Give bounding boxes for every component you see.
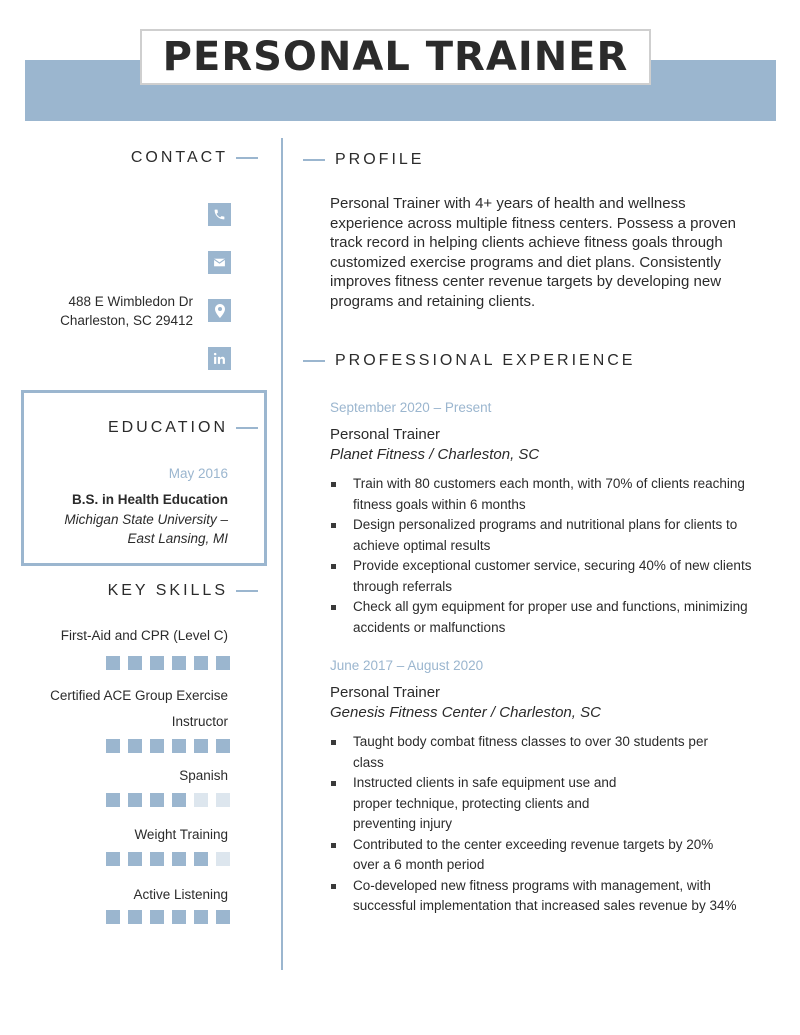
education-date: May 2016 [168,466,228,481]
skill-square-filled [172,656,186,670]
email-icon [208,251,231,274]
skills-heading: KEY SKILLS [108,582,258,600]
job-company: Genesis Fitness Center / Charleston, SC [330,704,601,721]
skill-square-empty [216,793,230,807]
skill-square-filled [150,739,164,753]
skill-square-filled [106,793,120,807]
title-box [140,29,651,85]
skill-square-filled [194,852,208,866]
skill-square-filled [150,852,164,866]
list-item: Instructed clients in safe equipment use and proper technique, protecting clients and preventing injury [330,773,635,835]
list-item: Contributed to the center exceeding revenue targets by 20% over a 6 month period [330,835,730,876]
list-item: Taught body combat fitness classes to over 30 students per class [330,732,730,773]
job-dates: September 2020 – Present [330,400,492,415]
list-item: Design personalized programs and nutritional plans for clients to achieve optimal results [330,515,775,556]
education-heading: EDUCATION [108,419,258,437]
skill-name: Weight Training [134,827,228,842]
skill-square-filled [106,910,120,924]
heading-dash [236,427,258,429]
skill-square-filled [150,793,164,807]
job-bullets [330,732,775,917]
skill-name: Active Listening [133,887,228,902]
linkedin-icon[interactable] [208,347,231,370]
skill-level-bar [106,656,230,670]
education-degree: B.S. in Health Education [71,492,228,507]
skill-square-filled [172,793,186,807]
skill-name: Spanish [179,768,228,783]
skill-level-bar [106,739,230,753]
address: 488 E Wimbledon Dr Charleston, SC 29412 [60,294,193,328]
skill-square-filled [128,656,142,670]
job-bullets [330,474,775,638]
education-school: Michigan State University – East Lansing, MI [64,512,228,546]
skill-square-filled [194,656,208,670]
experience-heading: PROFESSIONAL EXPERIENCE [303,352,635,370]
column-divider [281,138,283,970]
heading-dash [303,360,325,362]
skill-square-empty [194,793,208,807]
skill-square-filled [128,739,142,753]
job-title: Personal Trainer [330,684,441,701]
list-item: Train with 80 customers each month, with 70% of clients reaching fitness goals within 6 months [330,474,775,515]
heading-dash [303,159,325,161]
skill-square-filled [106,852,120,866]
skill-level-bar [106,910,230,924]
skill-level-bar [106,793,230,807]
job-title: Personal Trainer [330,426,441,443]
list-item: Check all gym equipment for proper use and functions, minimizing accidents or malfunctions [330,597,775,638]
profile-heading: PROFILE [303,151,424,169]
skill-name: First-Aid and CPR (Level C) [60,628,228,643]
skill-square-filled [150,910,164,924]
skill-square-filled [150,656,164,670]
profile-summary: Personal Trainer with 4+ years of health and wellness experience across multiple fitness centers. Possess a proven track record in helping clients achieve fitness goals through customized exercise programs and diet plans. Consistently improves fitness center revenue targets by developing new programs and retaining clients. [330,195,737,310]
skill-name: Certified ACE Group Exercise Instructor [50,688,228,729]
skill-level-bar [106,852,230,866]
skill-square-filled [106,656,120,670]
job-dates: June 2017 – August 2020 [330,658,484,673]
location-pin-icon [208,299,231,322]
skill-square-filled [128,852,142,866]
list-item: Co-developed new fitness programs with management, with successful implementation that increased sales revenue by 34% [330,876,740,917]
heading-dash [236,590,258,592]
job-company: Planet Fitness / Charleston, SC [330,446,540,463]
skill-square-filled [172,852,186,866]
heading-dash [236,157,258,159]
skill-square-filled [172,739,186,753]
skill-square-filled [194,910,208,924]
resume-title: PERSONAL TRAINER [162,34,629,80]
phone-icon [208,203,231,226]
skill-square-filled [194,739,208,753]
skill-square-filled [216,656,230,670]
contact-heading: CONTACT [131,149,258,167]
skill-square-empty [216,852,230,866]
skill-square-filled [172,910,186,924]
list-item: Provide exceptional customer service, securing 40% of new clients through referrals [330,556,775,597]
skill-square-filled [216,739,230,753]
skill-square-filled [216,910,230,924]
skill-square-filled [128,910,142,924]
skill-square-filled [128,793,142,807]
skill-square-filled [106,739,120,753]
